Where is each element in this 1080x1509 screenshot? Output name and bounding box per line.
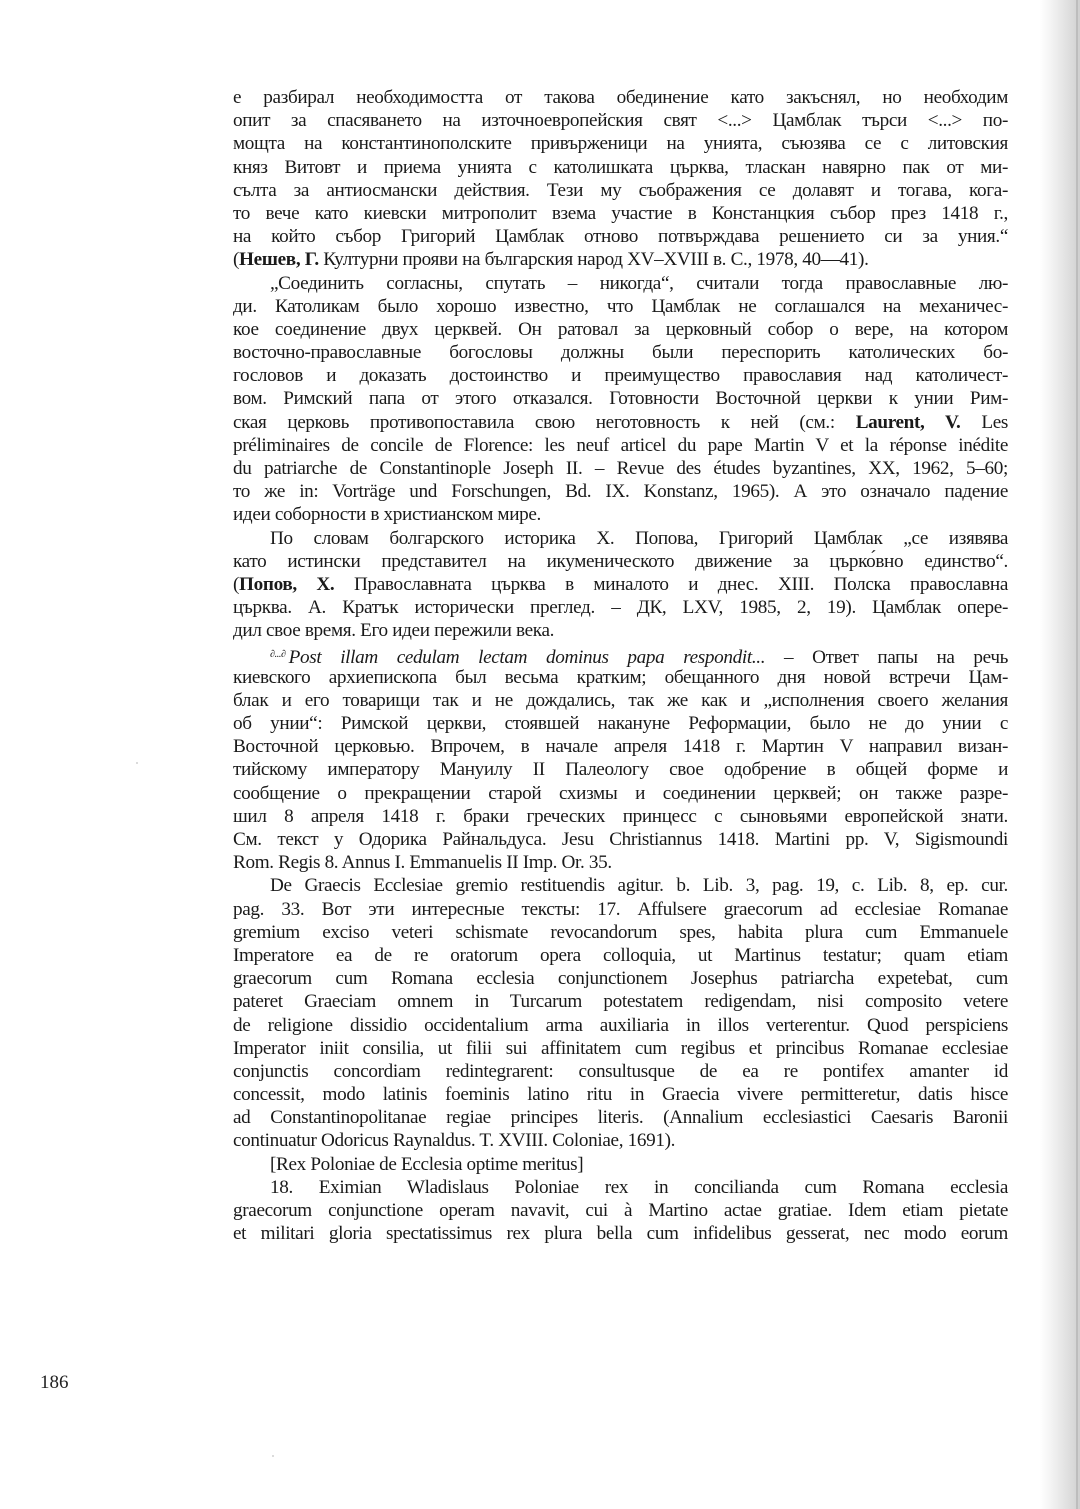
text-line (233, 248, 1008, 271)
text-line (233, 967, 1008, 990)
text-line (233, 156, 1008, 179)
text-line (233, 758, 1008, 781)
text-segment: ( (233, 249, 240, 271)
latin-quote: Post illam cedulam lectam dominus papa respondit... (288, 646, 766, 668)
text-line (233, 735, 1008, 758)
text-segment: graecorum conjunctione operam navavit, cui à Martino actae gratiae. Idem etiam pietate (233, 1200, 1008, 1221)
text-segment: de religione dissidio occidentalium arma auxiliaria in illos verterentur. Quod perspiciens (233, 1014, 1008, 1036)
text-segment: du patriarche de Constantinople Joseph II. – Revue des études byzantines, XX, 1962, 5–60; (233, 458, 1008, 479)
text-line (233, 503, 1008, 526)
text-segment: pateret Graeciam omnem in Turcarum potestatem redigendam, nisi composito vetere (233, 991, 1008, 1013)
text-line (233, 550, 1008, 573)
text-line (233, 1014, 1008, 1037)
text-line (233, 86, 1008, 109)
text-line (233, 109, 1008, 132)
text-segment: De Graecis Ecclesiae gremio restituendis agitur. b. Lib. 3, pag. 19, c. Lib. 8, ep. cur. (270, 875, 1008, 897)
text-line (233, 179, 1008, 202)
text-line (233, 1106, 1008, 1129)
text-segment: то же in: Vorträge und Forschungen, Bd. IX. Konstanz, 1965). А это означало падение (233, 481, 1008, 503)
text-line (233, 341, 1008, 364)
text-segment: тийскому императору Мануилу II Палеологу свое одобрение в общей форме и (233, 759, 1008, 781)
text-line (233, 1037, 1008, 1060)
text-segment: шил 8 апреля 1418 г. браки греческих принцесс с сыновьями европейской знати. (233, 805, 1008, 827)
text-line (233, 1153, 1008, 1176)
text-line (233, 712, 1008, 735)
text-segment: Les (960, 411, 1008, 433)
text-segment: е разбирал необходимостта от такова обединение като закъснял, но необходим (233, 87, 1008, 108)
text-line (233, 643, 1008, 666)
text-segment: préliminaires de concile de Florence: les neuf articel du pape Martin V et la réponse inédite (233, 434, 1008, 456)
page-binding-shadow (1040, 0, 1080, 1509)
text-segment: ская церковь противопоставила свою неготовность к ней (см.: (233, 411, 856, 433)
text-line (233, 689, 1008, 712)
text-segment: сообщение о прекращении старой схизмы и соединении церквей; он также разре- (233, 782, 1008, 804)
text-segment: gremium exciso veteri schismate revocandorum spes, habita plura cum Emmanuele (233, 921, 1008, 943)
text-segment: 18. Eximian Wladislaus Poloniae rex in concilianda cum Romana ecclesia (270, 1176, 1008, 1198)
text-segment: като истински представител на икуменическото движение за църко́вно единство“. (233, 550, 1008, 572)
text-line (233, 527, 1008, 550)
text-segment: Imperatore ea de re oratorum opera colloquia, ut Martinus testatur; quam etiam (233, 944, 1008, 966)
text-segment: църква. А. Кратък исторически преглед. – ДК, LXV, 1985, 2, 19). Цамблак опере- (233, 597, 1008, 619)
text-segment: Rom. Regis 8. Annus I. Emmanuelis II Imp. Or. 35. (233, 852, 612, 874)
text-segment: concessit, modo latinis foeminis latino ritu in Graecia vivere permitteretur, datis hisce (233, 1084, 1008, 1106)
text-line (233, 828, 1008, 851)
text-line (233, 805, 1008, 828)
text-segment: блак и его товарищи так и не дождались, так же как и „исполнения своего желания (233, 689, 1008, 711)
text-segment: pag. 33. Вот эти интересные тексты: 17. Affulsere graecorum ad ecclesiae Romanae (233, 898, 1008, 920)
text-line (233, 364, 1008, 387)
text-line (233, 225, 1008, 248)
page-binding-edge (1076, 0, 1078, 1509)
text-line (233, 457, 1008, 480)
text-line (233, 318, 1008, 341)
text-line (233, 1083, 1008, 1106)
text-segment: ad Constantinopolitanae regiae principes literis. (Annalium ecclesiastici Caesaris Baronii (233, 1107, 1008, 1129)
text-segment: См. текст у Одорика Райнальдуса. Jesu Christiannus 1418. Martini pp. V, Sigismoundi (233, 829, 1008, 850)
text-segment: опит за спасяването на източноевропейския свят <...> Цамблак търси <...> по- (233, 110, 1008, 132)
text-segment: идеи соборности в христианском мире. (233, 504, 541, 526)
text-segment: graecorum cum Romana ecclesia conjunctionem Josephus patriarcha expetebat, cum (233, 968, 1008, 990)
text-segment: Православната църква в миналото и днес. XIII. Полска православна (334, 573, 1008, 595)
text-line (233, 851, 1008, 874)
text-line (233, 921, 1008, 944)
text-line (233, 619, 1008, 642)
text-line (233, 480, 1008, 503)
text-segment: киевского архиепископа был весьма кратким; обещанного дня новой встречи Цам- (233, 666, 1008, 688)
text-line (233, 944, 1008, 967)
scan-speck (272, 1455, 274, 1457)
text-line (233, 573, 1008, 596)
text-line (233, 202, 1008, 225)
text-line (233, 434, 1008, 457)
text-segment: гословов и доказать достоинство и преимущество православия над католичест- (233, 365, 1008, 387)
text-segment: По словам болгарского историка Х. Попова, Григорий Цамблак „се изявява (270, 527, 1008, 549)
text-line (233, 295, 1008, 318)
text-line (233, 990, 1008, 1013)
text-segment: дил свое время. Его идеи пережили века. (233, 620, 555, 642)
text-segment: княз Витовт и приема унията с католишката църква, тласкан навярно пак от ми- (233, 156, 1008, 178)
text-segment: Културни прояви на българския народ XV–XVIII в. С., 1978, 40—41). (318, 249, 869, 271)
text-segment: – Ответ папы на речь (765, 646, 1009, 668)
citation-author: Laurent, V. (855, 411, 961, 433)
text-line (233, 898, 1008, 921)
text-segment: [Rex Poloniae de Ecclesia optime meritus] (270, 1153, 584, 1175)
text-segment: об унии“: Римской церкви, стоявшей накануне Реформации, было не до унии с (233, 713, 1008, 735)
text-line (233, 387, 1008, 410)
text-segment: то вече като киевски митрополит взема участие в Констанцкия събор през 1418 г., (233, 202, 1008, 224)
text-line (233, 1060, 1008, 1083)
text-line (233, 132, 1008, 155)
text-segment: восточно-православные богословы должны были переспорить католических бо- (233, 342, 1008, 364)
body-text-column (233, 86, 1008, 1245)
text-segment: сълта за антиосмански действия. Тези му съображения се долавят и тогава, кога- (233, 179, 1008, 201)
scan-speck (136, 762, 138, 764)
page-number: 186 (40, 1372, 69, 1393)
text-line (233, 1129, 1008, 1152)
text-line (233, 874, 1008, 897)
text-segment: ди. Католикам было хорошо известно, что Цамблак не соглашался на механичес- (233, 295, 1008, 317)
text-segment: вом. Римский папа от этого отказался. Готовности Восточной церкви к унии Рим- (233, 388, 1008, 410)
text-segment: ( (233, 573, 240, 595)
text-line (233, 596, 1008, 619)
text-line (233, 272, 1008, 295)
footnote-marker: ∂...∂ (270, 648, 286, 660)
text-segment: et militari gloria spectatissimus rex plura bella cum infidelibus gesserat, nec modo eorum (233, 1223, 1008, 1245)
text-line (233, 1176, 1008, 1199)
text-line (233, 782, 1008, 805)
text-segment: Восточной церковью. Впрочем, в начале апреля 1418 г. Мартин V направил визан- (233, 736, 1008, 758)
citation-author: Попов, Х. (239, 573, 335, 595)
text-segment: на който събор Григорий Цамблак отново потвърждава решението си за уния.“ (233, 226, 1008, 248)
text-segment: conjunctis concordiam redintegrarent: consultusque de ea re pontifex amanter id (233, 1060, 1008, 1082)
citation-author: Нешев, Г. (239, 249, 319, 271)
text-line (233, 666, 1008, 689)
text-segment: „Соединить согласны, спутать – никогда“, считали тогда православные лю- (270, 272, 1008, 294)
text-segment: Imperator iniit consilia, ut filii sui affinitatem cum regibus et princibus Romanae ecclesiae (233, 1037, 1008, 1059)
text-segment: мощта на константинополските привърженици на унията, съюзява се с литовския (233, 133, 1008, 155)
text-segment: кое соединение двух церквей. Он ратовал за церковный собор о вере, на котором (233, 318, 1008, 340)
text-segment: continuatur Odoricus Raynaldus. T. XVIII. Coloniae, 1691). (233, 1130, 676, 1152)
text-line (233, 1222, 1008, 1245)
text-line (233, 411, 1008, 434)
text-line (233, 1199, 1008, 1222)
